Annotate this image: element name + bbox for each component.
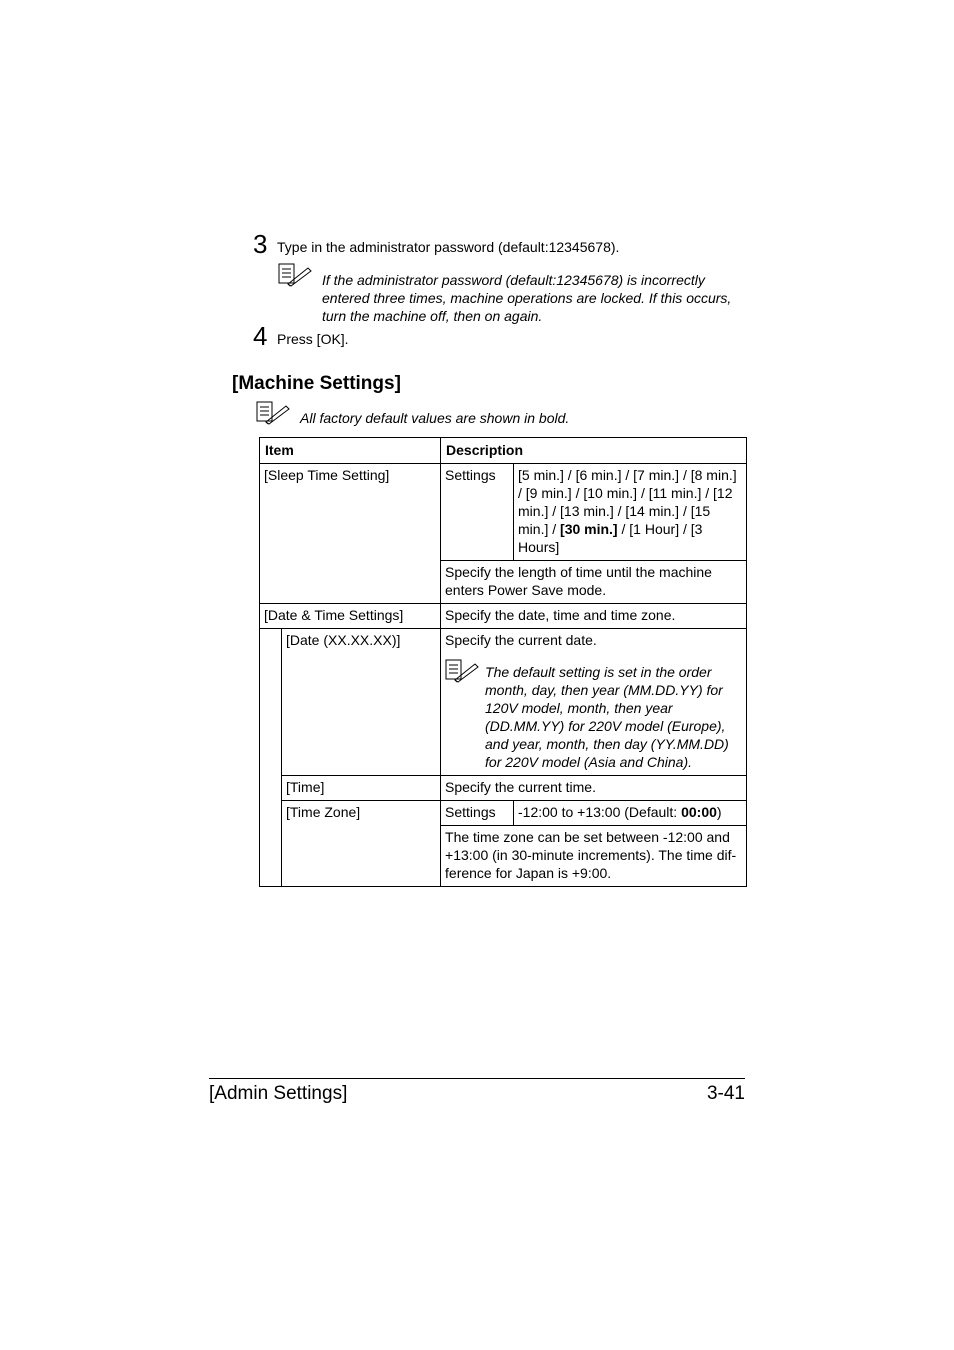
table-row — [260, 629, 747, 776]
timezone-default: 00:00 — [681, 804, 717, 820]
datetime-item: [Date & Time Settings] — [260, 604, 441, 629]
sleep-options-text: [5 min.] / [6 min.] / [7 min.] / [8 min.] / [9 min.] / [10 min.] / [11 min.] / [12 min.] / [13 min.] / [14 min.] / [15 min.] / — [518, 467, 737, 537]
step-3-note-line-3: turn the machine off, then on again. — [322, 308, 543, 324]
sleep-default-option: [30 min.] — [560, 521, 618, 537]
machine-settings-table — [259, 437, 747, 887]
step-4-text: Press [OK]. — [277, 331, 349, 347]
footer-page-number: 3-41 — [706, 1083, 745, 1104]
header-item: Item — [260, 438, 441, 464]
sleep-time-item: [Sleep Time Setting] — [260, 464, 441, 604]
date-item: [Date (XX.XX.XX)] — [282, 629, 441, 776]
sleep-options-tail: / [1 Hour] / [3 Hours] — [518, 521, 703, 555]
step-number-4: 4 — [253, 321, 268, 351]
table-row — [260, 464, 747, 561]
table-row — [260, 801, 747, 826]
sleep-options — [514, 464, 747, 561]
timezone-item: [Time Zone] — [282, 801, 441, 887]
sleep-settings-label: Settings — [441, 464, 514, 561]
note-icon — [256, 401, 290, 425]
date-description: Specify the current date. — [445, 632, 597, 648]
table-row — [260, 604, 747, 629]
date-description-cell — [441, 629, 747, 776]
time-item: [Time] — [282, 776, 441, 801]
step-number-3: 3 — [253, 229, 268, 259]
table-row — [260, 776, 747, 801]
indent-spacer — [260, 629, 282, 887]
datetime-description: Specify the date, time and time zone. — [441, 604, 747, 629]
timezone-value — [514, 801, 747, 826]
table-header-row — [260, 438, 747, 464]
step-3-text: Type in the administrator password (default:12345678). — [277, 239, 620, 255]
step-3-note-line-1: If the administrator password (default:12345678) is incorrectly — [322, 272, 705, 288]
footer-section-title: [Admin Settings] — [209, 1083, 348, 1104]
footer-rule — [209, 1078, 745, 1079]
note-icon — [445, 659, 479, 683]
date-note — [445, 663, 743, 771]
time-description: Specify the current time. — [441, 776, 747, 801]
step-3-note-line-2: entered three times, machine operations are locked. If this occurs, — [322, 290, 732, 306]
section-heading: [Machine Settings] — [232, 373, 401, 394]
timezone-description: The time zone can be set between -12:00 and +13:00 (in 30-minute increments). The time difference for Japan is +9:00. — [441, 826, 747, 887]
header-description: Description — [441, 438, 747, 464]
timezone-value-tail: ) — [716, 804, 722, 820]
sleep-description: Specify the length of time until the machine enters Power Save mode. — [441, 561, 747, 604]
timezone-settings-label: Settings — [441, 801, 514, 826]
date-note-text: The default setting is set in the order month, day, then year (MM.DD.YY) for 120V model, month, then year (DD.MM.YY) for 220V model (Europe), and year, month, then day (YY.MM.DD) for 220V model (Asia and China). — [485, 664, 729, 770]
section-note: All factory default values are shown in bold. — [300, 410, 570, 426]
timezone-value-text: -12:00 to +13:00 (Default: — [518, 804, 682, 820]
note-icon — [278, 263, 312, 287]
